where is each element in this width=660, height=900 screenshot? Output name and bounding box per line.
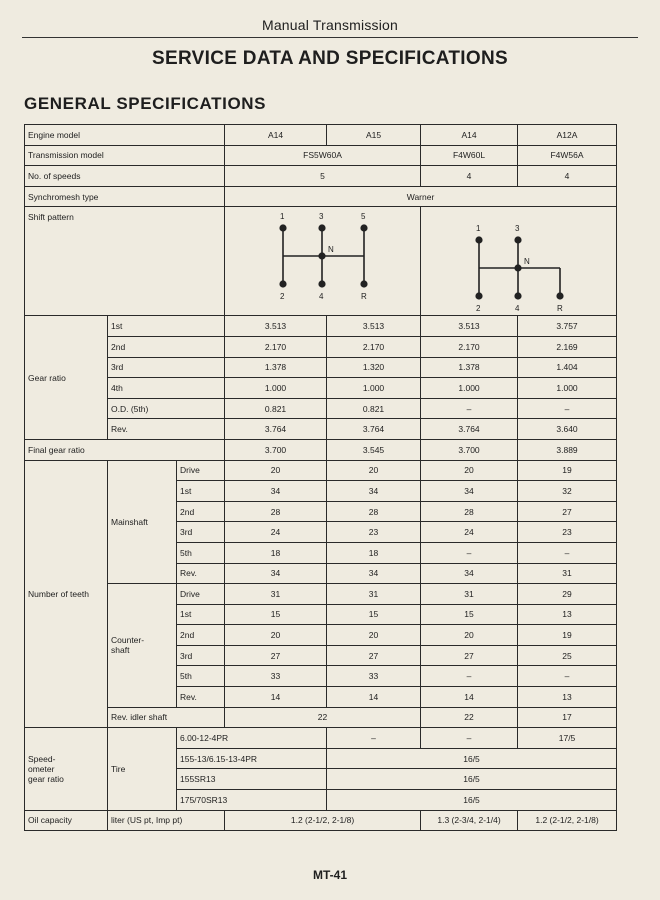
gear-label: 4th <box>108 378 225 399</box>
cell-value: 18 <box>225 542 327 563</box>
pattern-label-2: 2 <box>280 292 285 302</box>
cell-value: 23 <box>518 522 617 543</box>
pattern-label-4: 4 <box>515 304 520 314</box>
cell-value: 16/5 <box>327 790 617 811</box>
cell-value: 1.404 <box>518 357 617 378</box>
cell-value: 3.764 <box>327 419 421 440</box>
cell-value: 1.378 <box>421 357 518 378</box>
tire-size: 155SR13 <box>177 769 327 790</box>
cell-value: 2.170 <box>421 336 518 357</box>
row-label: Engine model <box>25 125 225 146</box>
cell-value: 1.378 <box>225 357 327 378</box>
cell-value: FS5W60A <box>225 145 421 166</box>
speedometer-label-line: Speed- <box>28 753 56 764</box>
shift-pattern-5speed <box>225 207 421 316</box>
cell-value: – <box>421 728 518 749</box>
cell-value: 4 <box>518 166 617 187</box>
cell-value: 33 <box>225 666 327 687</box>
cell-value: 1.000 <box>421 378 518 399</box>
gear-ratio-row <box>25 316 617 337</box>
row-label: Number of teeth <box>25 460 108 728</box>
cell-value: A14 <box>225 125 327 146</box>
gear-label: Drive <box>177 460 225 481</box>
cell-value: 3.764 <box>225 419 327 440</box>
oil-capacity-row <box>25 810 617 831</box>
cell-value: 15 <box>421 604 518 625</box>
shift-pattern-4speed <box>421 207 617 316</box>
gear-label: 5th <box>177 666 225 687</box>
gear-label: 5th <box>177 542 225 563</box>
cell-value: 3.700 <box>225 439 327 460</box>
gear-label: Rev. <box>177 563 225 584</box>
gear-label: 3rd <box>177 645 225 666</box>
speedometer-label-line: gear ratio <box>28 773 64 784</box>
shift-pattern-4speed-diagram <box>421 207 617 315</box>
cell-value: A15 <box>327 125 421 146</box>
cell-value: 1.000 <box>327 378 421 399</box>
cell-value: 2.169 <box>518 336 617 357</box>
cell-value: 1.000 <box>225 378 327 399</box>
pattern-label-5: 5 <box>361 212 366 222</box>
gear-label: Drive <box>177 584 225 605</box>
cell-value: 28 <box>421 501 518 522</box>
cell-value: 29 <box>518 584 617 605</box>
teeth-row <box>25 584 617 605</box>
row-label: Synchromesh type <box>25 186 225 207</box>
tire-size: 175/70SR13 <box>177 790 327 811</box>
countershaft-label-line: shaft <box>111 645 130 656</box>
cell-value: 3.513 <box>421 316 518 337</box>
cell-value: – <box>518 398 617 419</box>
cell-value: – <box>421 542 518 563</box>
cell-value: 31 <box>327 584 421 605</box>
cell-value: 4 <box>421 166 518 187</box>
cell-value: 5 <box>225 166 421 187</box>
cell-value: 34 <box>225 481 327 502</box>
header-rule <box>22 37 638 38</box>
gear-label: Rev. idler shaft <box>108 707 225 728</box>
cell-value: 19 <box>518 460 617 481</box>
cell-value: 18 <box>327 542 421 563</box>
row-label <box>25 207 225 316</box>
row-label: Gear ratio <box>25 316 108 440</box>
cell-value: 27 <box>225 645 327 666</box>
cell-value: – <box>327 728 421 749</box>
row-label: Transmission model <box>25 145 225 166</box>
cell-value: 1.2 (2-1/2, 2-1/8) <box>518 810 617 831</box>
cell-value: 1.320 <box>327 357 421 378</box>
cell-value: 20 <box>327 460 421 481</box>
shift-pattern-5speed-diagram <box>225 207 421 315</box>
cell-value: 20 <box>327 625 421 646</box>
cell-value: 1.2 (2-1/2, 2-1/8) <box>225 810 421 831</box>
gear-ratio-row <box>25 336 617 357</box>
cell-value: F4W56A <box>518 145 617 166</box>
cell-value: 1.000 <box>518 378 617 399</box>
pattern-label-2: 2 <box>476 304 481 314</box>
pattern-label-n: N <box>328 245 334 255</box>
cell-value: 28 <box>327 501 421 522</box>
pattern-label-4: 4 <box>319 292 324 302</box>
oil-unit: liter (US pt, Imp pt) <box>108 810 225 831</box>
cell-value: Warner <box>225 186 617 207</box>
cell-value: 25 <box>518 645 617 666</box>
cell-value: 32 <box>518 481 617 502</box>
cell-value: 20 <box>421 625 518 646</box>
gear-label: 3rd <box>108 357 225 378</box>
gear-label: Rev. <box>108 419 225 440</box>
tire-label: Tire <box>108 728 177 810</box>
cell-value: 34 <box>327 563 421 584</box>
cell-value: 31 <box>518 563 617 584</box>
pattern-label-1: 1 <box>476 224 481 234</box>
cell-value: – <box>421 666 518 687</box>
speedometer-label <box>25 728 108 810</box>
cell-value: 34 <box>421 563 518 584</box>
cell-value: F4W60L <box>421 145 518 166</box>
cell-value: 13 <box>518 687 617 708</box>
gear-label: Rev. <box>177 687 225 708</box>
transmission-model-row <box>25 145 617 166</box>
gear-ratio-row <box>25 357 617 378</box>
gear-label: 2nd <box>177 501 225 522</box>
cell-value: 34 <box>225 563 327 584</box>
speedometer-row <box>25 728 617 749</box>
cell-value: 27 <box>327 645 421 666</box>
row-label: Oil capacity <box>25 810 108 831</box>
gear-label: 2nd <box>177 625 225 646</box>
cell-value: 20 <box>225 625 327 646</box>
cell-value: 3.764 <box>421 419 518 440</box>
cell-value: 3.513 <box>327 316 421 337</box>
cell-value: 34 <box>421 481 518 502</box>
pattern-label-1: 1 <box>280 212 285 222</box>
cell-value: – <box>518 542 617 563</box>
final-gear-ratio-row <box>25 439 617 460</box>
section-title: GENERAL SPECIFICATIONS <box>24 94 267 113</box>
gear-label: 2nd <box>108 336 225 357</box>
cell-value: 17 <box>518 707 617 728</box>
cell-value: 3.513 <box>225 316 327 337</box>
gear-label: 1st <box>108 316 225 337</box>
cell-value: 13 <box>518 604 617 625</box>
cell-value: 20 <box>421 460 518 481</box>
cell-value: 16/5 <box>327 769 617 790</box>
cell-value: 24 <box>225 522 327 543</box>
teeth-row <box>25 460 617 481</box>
shift-pattern-label: Shift pattern <box>28 212 74 223</box>
page-number: MT-41 <box>312 868 347 882</box>
cell-value: 20 <box>225 460 327 481</box>
cell-value: 33 <box>327 666 421 687</box>
pattern-label-3: 3 <box>515 224 520 234</box>
cell-value: 3.889 <box>518 439 617 460</box>
cell-value: A12A <box>518 125 617 146</box>
speedometer-label-line: ometer <box>28 763 55 774</box>
gear-ratio-row <box>25 378 617 399</box>
engine-model-row <box>25 125 617 146</box>
synchromesh-row <box>25 186 617 207</box>
mainshaft-label: Mainshaft <box>108 460 177 584</box>
gear-label: O.D. (5th) <box>108 398 225 419</box>
cell-value: – <box>518 666 617 687</box>
gear-ratio-row <box>25 419 617 440</box>
countershaft-label <box>108 584 177 708</box>
cell-value: 14 <box>421 687 518 708</box>
num-speeds-row <box>25 166 617 187</box>
cell-value: 1.3 (2-3/4, 2-1/4) <box>421 810 518 831</box>
gear-label: 1st <box>177 481 225 502</box>
cell-value: 3.757 <box>518 316 617 337</box>
cell-value: 23 <box>327 522 421 543</box>
cell-value: 2.170 <box>327 336 421 357</box>
cell-value: 14 <box>225 687 327 708</box>
cell-value: 27 <box>518 501 617 522</box>
cell-value: 31 <box>225 584 327 605</box>
page-title: SERVICE DATA AND SPECIFICATIONS <box>152 48 508 69</box>
cell-value: 16/5 <box>327 748 617 769</box>
cell-value: 3.700 <box>421 439 518 460</box>
cell-value: 3.545 <box>327 439 421 460</box>
idler-row <box>25 707 617 728</box>
pattern-label-3: 3 <box>319 212 324 222</box>
cell-value: 15 <box>225 604 327 625</box>
gear-ratio-row <box>25 398 617 419</box>
cell-value: 22 <box>225 707 421 728</box>
tire-size: 6.00-12-4PR <box>177 728 327 749</box>
cell-value: – <box>421 398 518 419</box>
cell-value: 27 <box>421 645 518 666</box>
pattern-label-n: N <box>524 257 530 267</box>
cell-value: 3.640 <box>518 419 617 440</box>
cell-value: 31 <box>421 584 518 605</box>
countershaft-label-line: Counter- <box>111 635 145 646</box>
cell-value: 0.821 <box>327 398 421 419</box>
cell-value: 17/5 <box>518 728 617 749</box>
row-label: No. of speeds <box>25 166 225 187</box>
gear-label: 3rd <box>177 522 225 543</box>
tire-size: 155-13/6.15-13-4PR <box>177 748 327 769</box>
cell-value: 15 <box>327 604 421 625</box>
row-label: Final gear ratio <box>25 439 225 460</box>
cell-value: A14 <box>421 125 518 146</box>
general-specifications-table <box>24 124 617 831</box>
shift-pattern-row <box>25 207 617 316</box>
cell-value: 2.170 <box>225 336 327 357</box>
cell-value: 14 <box>327 687 421 708</box>
pattern-label-r: R <box>361 292 367 302</box>
running-header: Manual Transmission <box>261 17 399 33</box>
cell-value: 34 <box>327 481 421 502</box>
cell-value: 0.821 <box>225 398 327 419</box>
cell-value: 19 <box>518 625 617 646</box>
cell-value: 28 <box>225 501 327 522</box>
gear-label: 1st <box>177 604 225 625</box>
cell-value: 24 <box>421 522 518 543</box>
cell-value: 22 <box>421 707 518 728</box>
pattern-label-r: R <box>557 304 563 314</box>
